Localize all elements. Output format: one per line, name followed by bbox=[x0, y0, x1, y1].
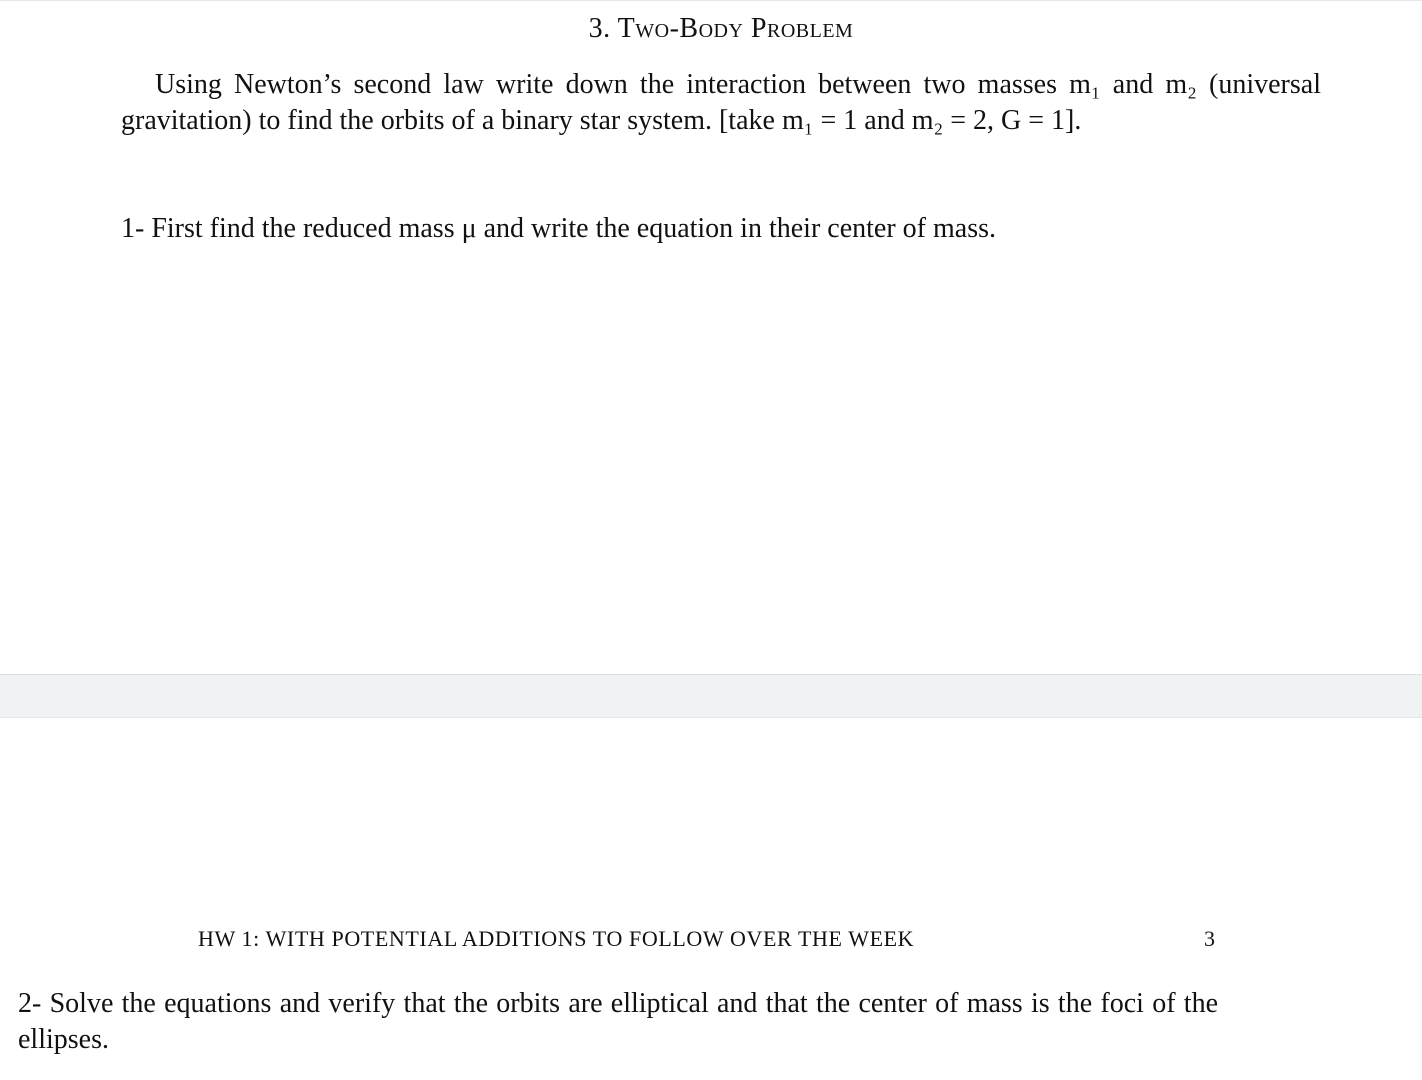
question-1: 1- First find the reduced mass μ and write the equation in their center of mass. bbox=[121, 213, 996, 244]
page-number: 3 bbox=[1204, 926, 1215, 951]
section-title: 3. Two-Body Problem bbox=[588, 13, 854, 44]
page-separator bbox=[0, 674, 1422, 718]
running-head: HW 1: WITH POTENTIAL ADDITIONS TO FOLLOW OVER THE WEEK bbox=[198, 926, 915, 951]
intro-paragraph: Using Newton’s second law write down the interaction between two masses m₁ and m₂ (universal gravitation) to find the orbits of a binary star system. [take m₁ = 1 and m₂ = 2, G = 1]. bbox=[121, 69, 1321, 136]
question-2: 2- Solve the equations and verify that the orbits are elliptical and that the center of mass is the foci of the ellipses. bbox=[18, 988, 1218, 1055]
